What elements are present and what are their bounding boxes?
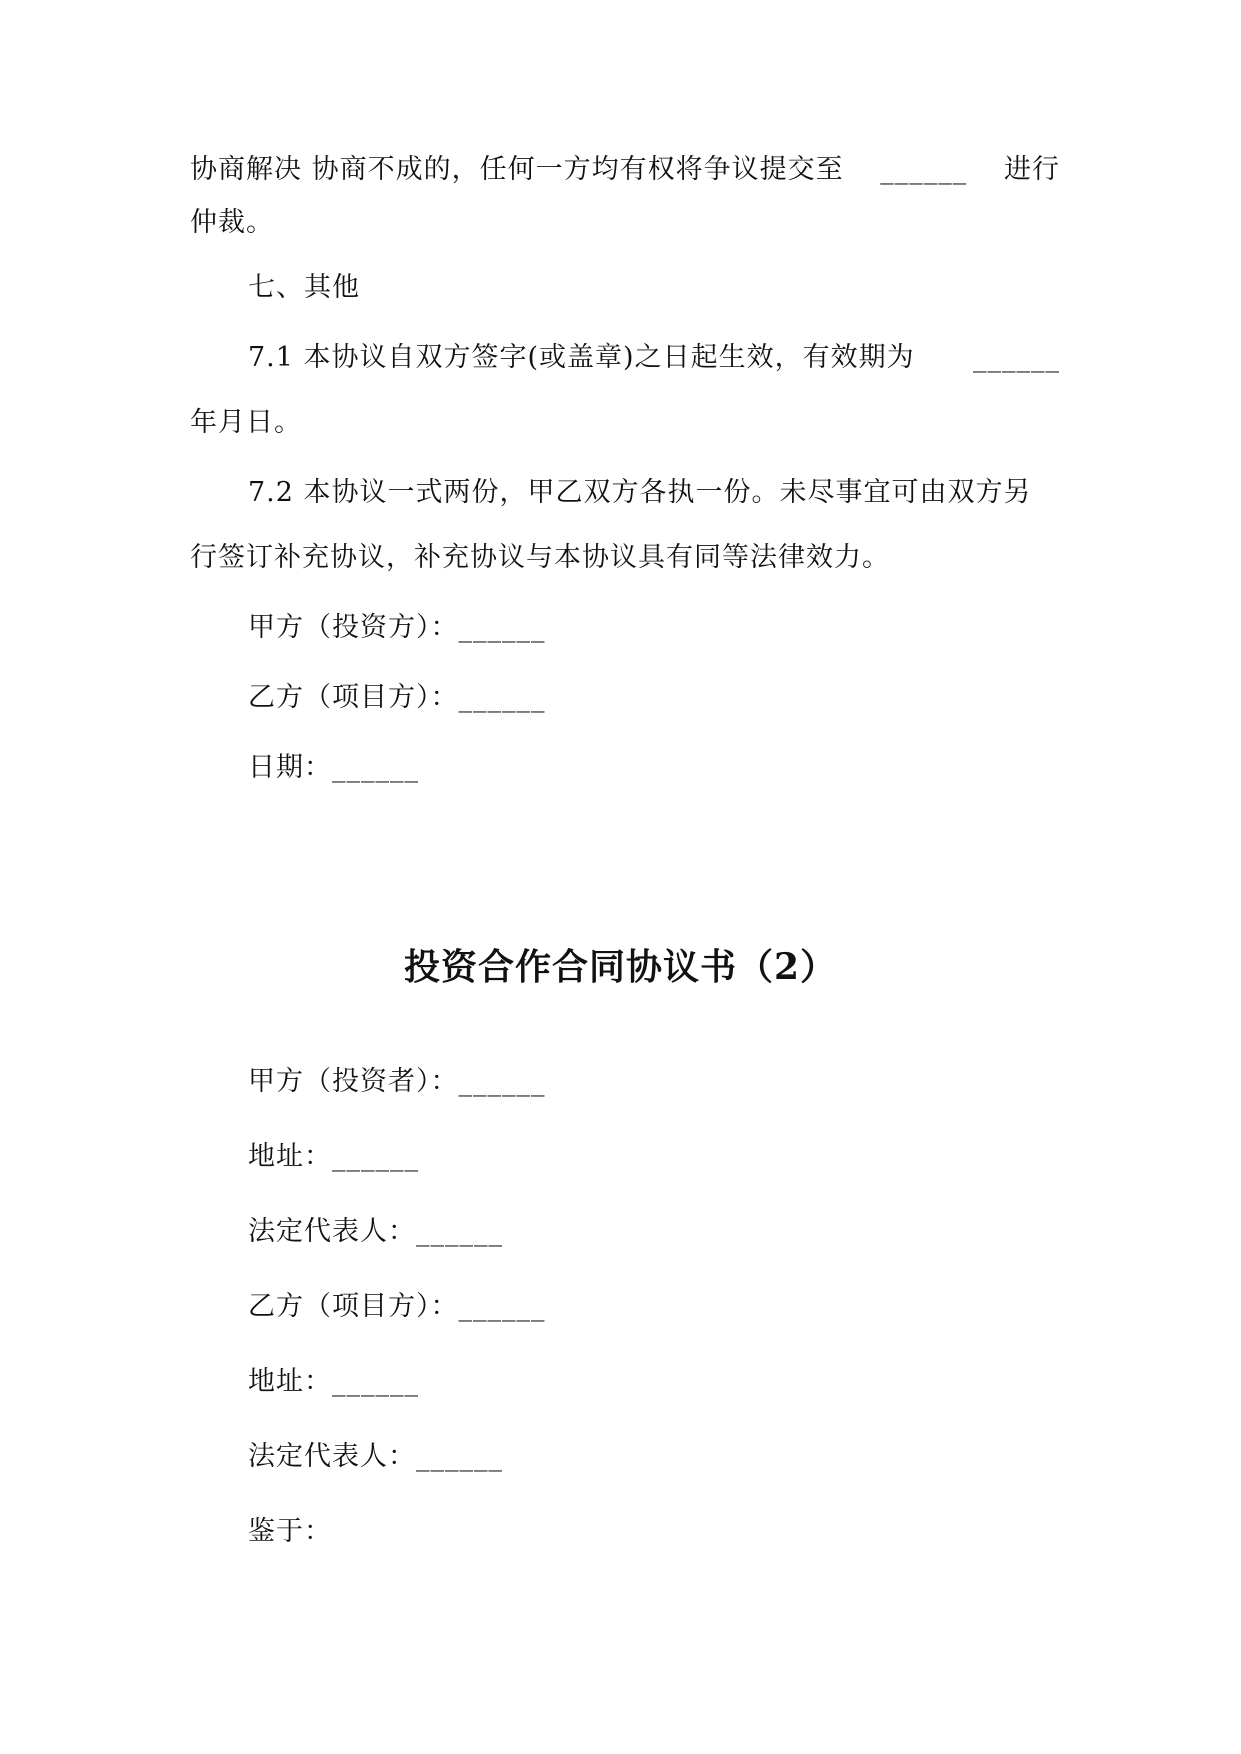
party-a-investor: 甲方（投资者）：______ xyxy=(248,1066,546,1097)
party-a-legal-rep: 法定代表人：______ xyxy=(248,1216,503,1247)
dispute-clause-line-1 xyxy=(190,150,1060,190)
heading-other: 七、其他 xyxy=(248,272,360,303)
signature-party-a: 甲方（投资方）：______ xyxy=(248,612,546,643)
signature-date: 日期：______ xyxy=(248,752,419,783)
signature-party-b: 乙方（项目方）：______ xyxy=(248,682,546,713)
clause-7-2-line-2: 行签订补充协议，补充协议与本协议具有同等法律效力。 xyxy=(190,542,890,573)
dispute-clause-line-2: 仲裁。 xyxy=(190,207,274,238)
party-b-project: 乙方（项目方）：______ xyxy=(248,1291,546,1322)
party-b-legal-rep: 法定代表人：______ xyxy=(248,1441,503,1472)
clause-7-1-line-1 xyxy=(248,338,1060,378)
clause-7-1-line-2: 年月日。 xyxy=(190,407,302,438)
whereas-heading: 鉴于： xyxy=(248,1516,332,1547)
party-b-address: 地址：______ xyxy=(248,1366,419,1397)
clause-7-1-text: 7.1 本协议自双方签字(或盖章)之日起生效，有效期为 xyxy=(248,342,915,373)
dispute-clause-text: 协商解决 协商不成的，任何一方均有权将争议提交至 xyxy=(190,154,844,185)
validity-blank: ______ xyxy=(973,342,1060,373)
dispute-clause-end: 进行 xyxy=(1004,154,1060,185)
clause-7-2-line-1: 7.2 本协议一式两份，甲乙双方各执一份。未尽事宜可由双方另 xyxy=(248,477,1032,508)
party-a-address: 地址：______ xyxy=(248,1141,419,1172)
contract-title: 投资合作合同协议书（2） xyxy=(403,946,838,988)
arbitration-blank: ______ xyxy=(880,154,968,185)
